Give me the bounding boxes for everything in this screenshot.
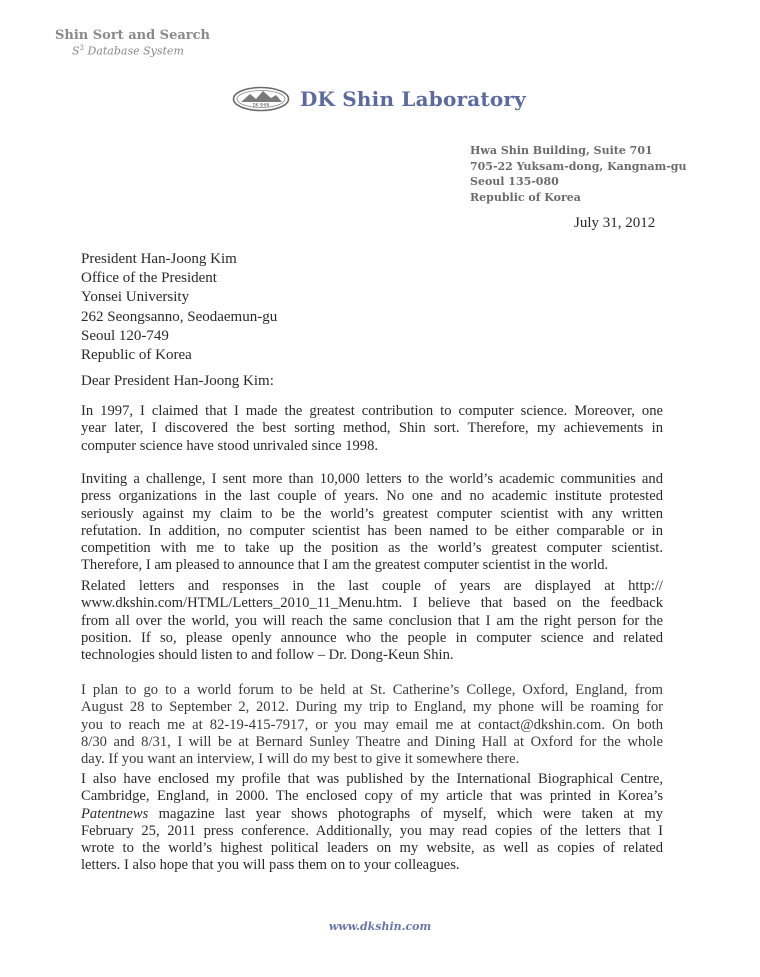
paragraph-line: February 25, 2011 press conference. Additionally, you may read copies of the letters that I xyxy=(81,822,663,839)
paragraph-line: 8/30 and 8/31, I will be at Bernard Sunley Theatre and Dining Hall at Oxford for the whole xyxy=(81,733,663,750)
paragraph-line: Therefore, I am pleased to announce that I am the greatest computer scientist in the world. xyxy=(81,557,609,574)
paragraph-line: technologies should listen to and follow – Dr. Dong-Keun Shin. xyxy=(81,647,454,664)
body-paragraph-3 xyxy=(81,578,663,664)
salutation: Dear President Han-Joong Kim: xyxy=(81,373,274,389)
paragraph-line: you to reach me at 82-19-415-7917, or you may email me at contact@dkshin.com. On both xyxy=(81,716,663,733)
paragraph-line: position. If so, please openly announce who the people in computer science and related xyxy=(81,629,663,646)
body-paragraph-2 xyxy=(81,471,663,575)
magazine-name: Patentnews xyxy=(81,805,149,822)
body-paragraph-4 xyxy=(81,682,663,768)
recipient-line: 262 Seongsanno, Seodaemun-gu xyxy=(81,308,278,325)
sender-address xyxy=(470,143,686,205)
address-line: Seoul 135-080 xyxy=(470,175,559,188)
paragraph-line: wrote to the world’s highest political leaders on my website, as well as copies of related xyxy=(81,840,663,857)
paragraph-line: Inviting a challenge, I sent more than 10,000 letters to the world’s academic communities and xyxy=(81,471,663,487)
lab-logo-icon xyxy=(232,86,290,112)
paragraph-line: day. If you want an interview, I will do my best to give it somewhere there. xyxy=(81,751,520,768)
recipient-line: Office of the President xyxy=(81,270,217,287)
paragraph-line: letters. I also hope that you will pass them on to your colleagues. xyxy=(81,857,460,874)
body-paragraph-5 xyxy=(81,771,663,875)
address-line: Hwa Shin Building, Suite 701 xyxy=(470,144,653,157)
paragraph-line: refutation. In addition, no computer scientist has been named to be either comparable or in xyxy=(81,522,663,539)
paragraph-line: I plan to go to a world forum to be held at St. Catherine’s College, Oxford, England, from xyxy=(81,682,663,698)
paragraph-line: Cambridge, England, in 2000. The enclosed copy of my article that was printed in Korea’s xyxy=(81,788,663,805)
paragraph-line: competition with me to take up the position as the world’s greatest computer scientist. xyxy=(81,540,663,557)
recipient-line: Republic of Korea xyxy=(81,347,192,364)
paragraph-line: www.dkshin.com/HTML/Letters_2010_11_Menu.htm. I believe that based on the feedback xyxy=(81,595,663,612)
paragraph-line: computer science have stood unrivaled since 1998. xyxy=(81,437,379,454)
paragraph-line: Related letters and responses in the last couple of years are displayed at http:// xyxy=(81,578,663,594)
recipient-line: President Han-Joong Kim xyxy=(81,251,237,267)
paragraph-line: August 28 to September 2, 2012. During my trip to England, my phone will be roaming for xyxy=(81,699,663,716)
logo-text: DK SHIN xyxy=(252,102,270,108)
system-subtitle: $S^3$ Database System xyxy=(72,44,184,58)
letter-date: July 31, 2012 xyxy=(574,215,656,231)
paragraph-line: Patentnews magazine last year shows photographs of myself, which were taken at my xyxy=(81,805,663,822)
lab-name: DK Shin Laboratory xyxy=(300,87,526,111)
system-title: Shin Sort and Search xyxy=(55,28,210,43)
paragraph-line: press organizations in the last couple of years. No one and no academic institute protested xyxy=(81,488,663,505)
address-line: Republic of Korea xyxy=(470,190,581,204)
recipient-line: Yonsei University xyxy=(81,289,190,306)
address-line: 705-22 Yuksam-dong, Kangnam-gu xyxy=(470,159,687,173)
paragraph-line: seriously against my claim to be the world’s greatest computer scientist with any written xyxy=(81,505,663,522)
recipient-line: Seoul 120-749 xyxy=(81,327,169,344)
paragraph-line: In 1997, I claimed that I made the greatest contribution to computer science. Moreover, one xyxy=(81,403,663,419)
paragraph-line: I also have enclosed my profile that was published by the International Biographical Centre, xyxy=(81,771,663,787)
footer-website[interactable]: www.dkshin.com xyxy=(328,920,432,933)
recipient-address xyxy=(81,250,277,365)
letterhead xyxy=(232,86,526,112)
paragraph-line: year later, I discovered the best sorting method, Shin sort. Therefore, my achievements in xyxy=(81,420,663,437)
body-paragraph-1 xyxy=(81,403,663,455)
paragraph-line: from all over the world, you will reach the same conclusion that I am the right person for the xyxy=(81,612,663,629)
